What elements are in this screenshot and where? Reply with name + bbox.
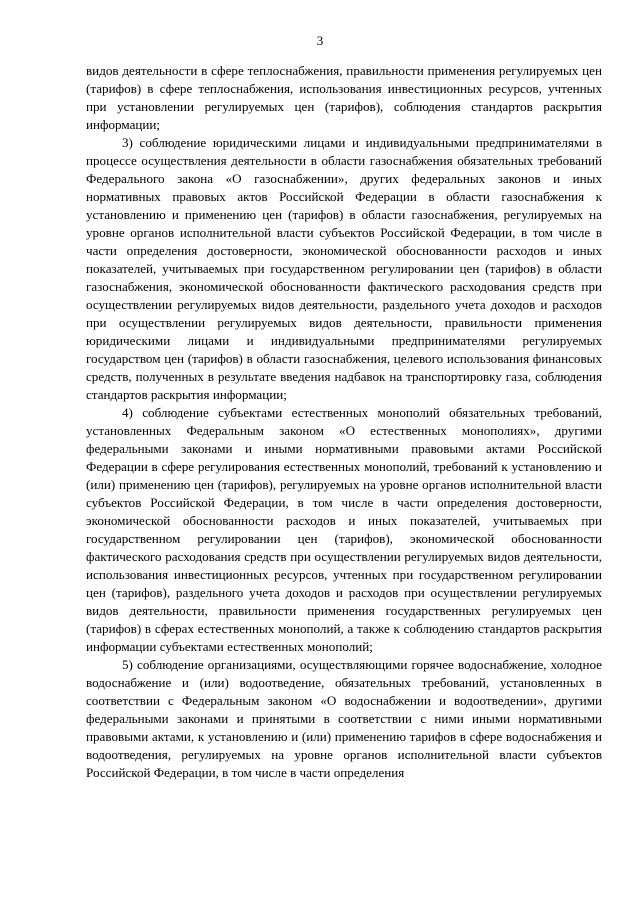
paragraph-item-5: 5) соблюдение организациями, осуществляющими горячее водоснабжение, холодное водоснабжение и (или) водоотведение, обязательных требований, установленных в соответствии с Федеральным законом «О водоснабжении и водоотведении», другими федеральными законами и принятыми в соответствии с ними иными нормативными правовыми актами, к установлению и (или) применению тарифов в сфере водоснабжения и водоотведения, регулируемых на уровне органов исполнительной власти субъектов Российской Федерации, в том числе в части определения bbox=[86, 657, 602, 780]
paragraph-item-4: 4) соблюдение субъектами естественных монополий обязательных требований, установленных Федеральным законом «О естественных монополиях», другими федеральными законами и иными нормативными правовыми актами Российской Федерации в сфере регулирования естественных монополий, требований к установлению и (или) применению цен (тарифов), регулируемых на уровне органов исполнительной власти субъектов Российской Федерации, в том числе в части определения достоверности, экономической обоснованности расходов и иных показателей, учитываемых при государственном регулировании цен (тарифов), экономической обоснованности фактического расходования средств при осуществлении регулируемых видов деятельности, использования инвестиционных ресурсов, учтенных при государственном регулировании цен (тарифов), раздельного учета доходов и расходов при осуществлении регулируемых видов деятельности, правильности применения государственных регулируемых цен (тарифов) в сферах естественных монополий, а также к соблюдению стандартов раскрытия информации субъектами естественных монополий; bbox=[86, 405, 602, 654]
paragraph-item-3: 3) соблюдение юридическими лицами и индивидуальными предпринимателями в процессе осуществления деятельности в области газоснабжения обязательных требований Федерального закона «О газоснабжении», других федеральных законов и иных нормативных правовых актов Российской Федерации в области газоснабжения к установлению и применению цен (тарифов) в области газоснабжения, регулируемых на уровне органов исполнительной власти субъектов Российской Федерации, в том числе в части определения достоверности, экономической обоснованности расходов и иных показателей, учитываемых при государственном регулировании цен (тарифов) в области газоснабжения, экономической обоснованности фактического расходования средств при осуществлении регулируемых видов деятельности, раздельного учета доходов и расходов при осуществлении регулируемых видов деятельности, правильности применения юридическими лицами и индивидуальными предпринимателями регулируемых государством цен (тарифов) в области газоснабжения, целевого использования финансовых средств, полученных в результате введения надбавок на транспортировку газа, соблюдения стандартов раскрытия информации; bbox=[86, 135, 602, 402]
page-number: 3 bbox=[316, 33, 324, 48]
body-text bbox=[86, 62, 602, 782]
paragraph-continuation: видов деятельности в сфере теплоснабжения, правильности применения регулируемых цен (тарифов) в сфере теплоснабжения, использования инвестиционных ресурсов, учтенных при установлении регулируемых цен (тарифов), соблюдения стандартов раскрытия информации; bbox=[86, 63, 602, 132]
